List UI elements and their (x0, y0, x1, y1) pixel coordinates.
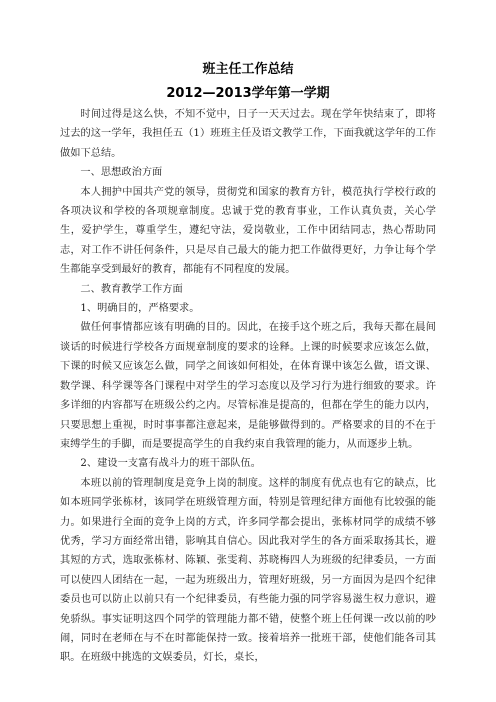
paragraph-cadres: 本班以前的管理制度是竞争上岗的制度。这样的制度有优点也有它的缺点，比如本班同学张栋材，该同学在班级管理方面，特别是管理纪律方面他有比较强的能力。如果进行全面的竞争上岗的方式，许多同学都会提出，张栋材同学的成绩不够优秀，学习方面经常出错，影响其自信心。因此我对学生的各方面采取扬其长，避其短的方式，选取张栋材、陈颖、张雯莉、苏晓梅四人为班级的纪律委员，一方面可以使四人团结在一起，一起为班级出力，管理好班级，另一方面因为是四个纪律委员也可以防止以前只有一个纪律委员，有些能力强的同学容易滋生权力意识，避免骄纵。事实证明这四个同学的管理能力都不错，使整个班上任何课一改以前的吵闹，同时在老师在与不在时都能保持一致。接着培养一批班干部，使他们能各司其职。在班级中挑选的文娱委员，灯长，桌长， (60, 477, 436, 664)
document-title: 班主任工作总结 (202, 62, 294, 77)
subheading-cadres: 2、建设一支富有战斗力的班干部队伍。 (80, 458, 261, 470)
document-subtitle: 2012—2013学年第一学期 (166, 86, 330, 101)
document-body (60, 105, 436, 668)
paragraph-goals: 做任何事情都应该有明确的目的。因此，在接手这个班之后，我每天都在晨间谈话的时候进行学校各方面规章制度的要求的诠释。上课的时候要求应该怎么做，下课的时候又应该怎么做，同学之间该如何相处，在体育课中该怎么做，语文课、数学课、科学课等各门课程中对学生的学习态度以及学习行为进行细致的要求。许多详细的内容都写在班级公约之内。尽管标准是提高的，但都在学生的能力以内，只要思想上重视，时时事事都注意起来，是能够做得到的。严格要求的目的不在于束缚学生的手脚，而是要提高学生的自我约束自我管理的能力，从而逐步上轨。 (60, 322, 436, 450)
paragraph-intro: 时间过得是这么快，不知不觉中，日子一天天过去。现在学年快结束了，即将过去的这一学年，我担任五（1）班班主任及语文教学工作，下面我就这学年的工作做如下总结。 (60, 109, 436, 159)
section-heading-teaching: 二、教育教学工作方面 (80, 283, 183, 295)
paragraph-political: 本人拥护中国共产党的领导，贯彻党和国家的教育方针，模范执行学校行政的各项决议和学校的各项规章制度。忠诚于党的教育事业，工作认真负责，关心学生，爱护学生，尊重学生，遵纪守法，爱岗敬业，工作中团结同志，热心帮助同志，对工作不讲任何条件，只是尽自己最大的能力把工作做得更好，力争让每个学生都能享受到最好的教育，都能有不同程度的发展。 (60, 186, 436, 276)
section-heading-political: 一、思想政治方面 (80, 167, 163, 179)
subheading-goals: 1、明确目的，严格要求。 (80, 303, 200, 315)
